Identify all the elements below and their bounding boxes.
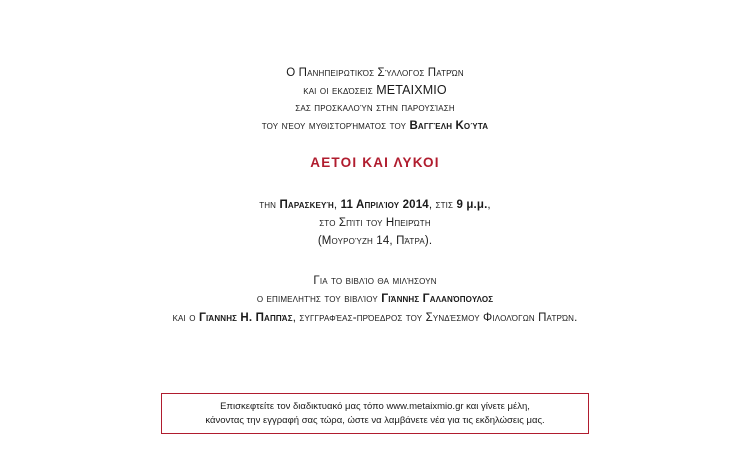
speaker1-role: ο επιμελητής του βιβλίου <box>256 293 382 305</box>
speaker2-role: , συγγραφέας-πρόεδρος του Συνδέσμου Φιλολόγων Πατρών. <box>292 312 578 324</box>
speaker2-name: Γιάννης Η. Παππάς <box>198 312 293 324</box>
newsletter-box <box>161 393 589 434</box>
speaker2-line <box>0 311 750 325</box>
address-text: (Μουρούζη 14, Πάτρα). <box>317 235 433 247</box>
date-separator: , <box>333 199 341 211</box>
date-line <box>0 198 750 212</box>
book-title: ΑΕΤΟΙ ΚΑΙ ΛΥΚΟΙ <box>310 155 440 170</box>
newsletter-line-1: Επισκεφτείτε τον διαδικτυακό μας τόπο www.metaixmio.gr και γίνετε μέλη, <box>220 401 530 412</box>
speaker1-name: Γιάννης Γαλανόπουλος <box>381 293 494 305</box>
novel-line <box>0 119 750 133</box>
organizer-text: Ο Πανηπειρωτικός Σύλλογος Πατρών <box>286 67 464 79</box>
date-intro: την <box>259 199 280 211</box>
newsletter-line-2: κάνοντας την εγγραφή σας τώρα, ώστε να λαμβάνετε νέα για τις εκδηλώσεις μας. <box>205 415 545 426</box>
organizer-line <box>0 66 750 80</box>
date-end: , <box>487 199 491 211</box>
speakers-intro-line <box>0 274 750 288</box>
publisher-name: ΜΕΤΑΙΧΜΙΟ <box>376 83 447 97</box>
event-time: 9 μ.μ. <box>456 199 488 211</box>
event-date: 11 Απριλίου 2014 <box>340 199 429 211</box>
speakers-intro-text: Για το βιβλίο θα μιλήσουν <box>313 275 437 287</box>
invite-line <box>0 101 750 115</box>
venue-line <box>0 216 750 230</box>
event-day: Παρασκευή <box>279 199 334 211</box>
speaker2-intro: και ο <box>172 312 199 324</box>
invite-text: σας προσκαλούν στην παρουσίαση <box>295 102 455 114</box>
novel-intro: του νέου μυθιστορήματος του <box>261 120 410 132</box>
author-name: Βαγγέλη Κούτα <box>409 120 489 132</box>
speaker1-line <box>0 292 750 306</box>
venue-text: στο Σπίτι του Ηπειρώτη <box>319 217 431 229</box>
publisher-line <box>0 83 750 98</box>
time-intro: , στις <box>428 199 457 211</box>
address-line <box>0 234 750 248</box>
publisher-intro: και οι εκδόσεις <box>303 85 377 97</box>
